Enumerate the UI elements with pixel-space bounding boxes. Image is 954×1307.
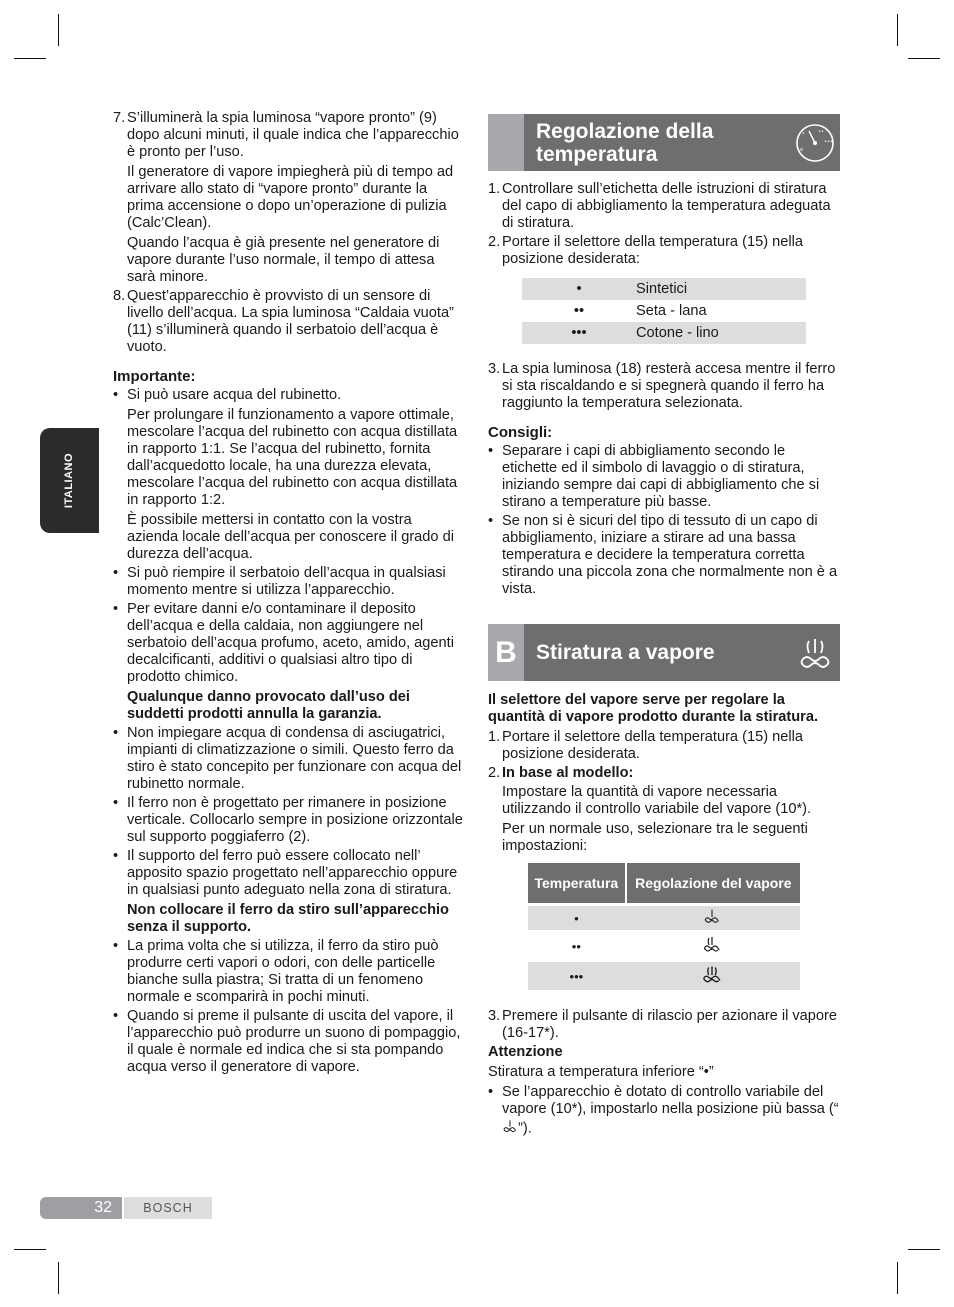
bullet: • — [113, 848, 119, 864]
fabric-label: Cotone - lino — [636, 322, 806, 344]
paragraph: Per un normale uso, selezionare tra le seguenti impostazioni: — [502, 821, 808, 854]
fabric-label: Sintetici — [636, 278, 806, 300]
list-item-body — [127, 601, 465, 723]
list-item — [113, 565, 465, 599]
steam-level-1-icon — [703, 907, 721, 929]
right-column — [488, 114, 840, 1141]
temperature-symbol: • — [522, 278, 636, 300]
temperature-dial-icon — [790, 118, 840, 168]
crop-mark — [908, 58, 940, 59]
paragraph: È possibile mettersi in contatto con la vostra azienda locale dell’acqua per conoscere il grado di durezza dell’acqua. — [127, 512, 454, 562]
list-item: • Se l’apparecchio è dotato di controllo variabile del vapore (10*), impostarlo nella posizione più bassa (“”). — [488, 1084, 840, 1139]
paragraph: Si può usare acqua del rubinetto. — [127, 387, 342, 403]
list-item — [113, 795, 465, 846]
crop-mark — [897, 1262, 898, 1294]
list-item — [113, 1008, 465, 1076]
steam-level-cell — [625, 903, 800, 930]
table-row — [528, 903, 800, 930]
list-item — [113, 725, 465, 793]
numbered-item — [113, 288, 465, 356]
numbered-item — [488, 361, 840, 412]
list-item-body — [127, 725, 465, 793]
paragraph: Quando si preme il pulsante di uscita del vapore, il l’apparecchio può produrre un suono di pompaggio, il quale è normale ed indica che si sta pompando acqua verso il generatore di vapore. — [127, 1008, 461, 1075]
list-item — [113, 848, 465, 936]
list-item — [113, 387, 465, 563]
temperature-symbol: ••• — [528, 959, 625, 990]
paragraph: Se non si è sicuri del tipo di tessuto di un capo di abbigliamento, iniziare a stirare ad una bassa temperatura e decidere la temperatura corretta stirando una piccola zona che normalmente non è a vista. — [502, 513, 838, 597]
table-row — [522, 322, 806, 344]
steam-level-1-icon — [502, 1118, 518, 1139]
step-text: La spia luminosa (18) resterà accesa mentre il ferro si sta riscaldando e si spegnerà quando il ferro ha raggiunto la temperatura selezionata. — [502, 361, 836, 411]
bullet: • — [113, 601, 119, 617]
paragraph: Quando l’acqua è già presente nel generatore di vapore durante l’uso normale, il tempo di attesa sarà minore. — [127, 235, 440, 285]
steam-level-cell — [625, 930, 800, 959]
section-tab — [488, 114, 524, 171]
temperature-symbol: •• — [528, 930, 625, 959]
table-row — [528, 959, 800, 990]
bullet: • — [113, 938, 119, 954]
attenzione-text: Stiratura a temperatura inferiore “•” — [488, 1064, 714, 1080]
numbered-item — [488, 181, 840, 232]
step-number: 7. — [113, 110, 126, 126]
svg-text:••: •• — [818, 128, 824, 135]
list-item — [113, 601, 465, 723]
paragraph: La prima volta che si utilizza, il ferro da stiro può produrre certi vapori o odori, con delle particelle bianche sulla piastra; Si tratta di un fenomeno normale e scomparirà in pochi minuti. — [127, 938, 439, 1005]
numbered-item — [488, 234, 840, 268]
section-title: Stiratura a vapore — [536, 641, 715, 664]
step-text: Portare il selettore della temperatura (15) nella posizione desiderata: — [502, 234, 803, 267]
numbered-steps — [113, 110, 465, 356]
paragraph: Non impiegare acqua di condensa di asciugatrici, impianti di climatizzazione o simili. Questo ferro da stiro è stato concepito per funzionare con acqua del rubinetto normale. — [127, 725, 462, 792]
list-item-body — [127, 1008, 465, 1076]
bullet: • — [113, 565, 119, 581]
list-item-body — [127, 848, 465, 936]
step-number: 8. — [113, 288, 126, 304]
crop-mark — [58, 1262, 59, 1294]
temperature-table — [522, 278, 806, 344]
temperature-steps-b — [488, 361, 840, 412]
crop-mark — [908, 1249, 940, 1250]
list-item-body — [502, 513, 840, 598]
table-header-row — [528, 863, 800, 903]
temperature-steps — [488, 181, 840, 268]
bullet: • — [488, 443, 494, 459]
step-body — [127, 110, 465, 286]
paragraph: S’illuminerà la spia luminosa “vapore pronto” (9) dopo alcuni minuti, il quale indica che l’apparecchio è pronto per l’uso. — [127, 110, 459, 160]
step-text: Controllare sull’etichetta delle istruzioni di stiratura del capo di abbigliamento la temperatura adeguata di stiratura. — [502, 181, 831, 231]
paragraph: Per prolungare il funzionamento a vapore ottimale, mescolare l’acqua del rubinetto con acqua distillata in rapporto 1:1. Se l’acqua del rubinetto, fornita dall’acquedotto locale, ha una durezza elevata, mescolare l’acqua del rubinetto con acqua distillata in rapporto 1:2. — [127, 407, 458, 508]
importante-heading: Importante: — [113, 368, 196, 385]
svg-text:•••: ••• — [824, 138, 833, 145]
paragraph: Quest’apparecchio è provvisto di un sensore di livello dell’acqua. La spia luminosa “Caldaia vuota” (11) s’illuminerà quando il serbatoio dell’acqua è vuoto. — [127, 288, 454, 355]
steam-intro: Il selettore del vapore serve per regolare la quantità di vapore prodotto durante la stiratura. — [488, 692, 819, 725]
step-body — [127, 288, 465, 356]
left-column — [113, 110, 465, 1078]
list-item-body — [127, 795, 465, 846]
steam-table — [528, 863, 800, 990]
steam-level-cell — [625, 959, 800, 990]
table-row — [522, 300, 806, 322]
step-number: 2. — [488, 234, 501, 250]
paragraph: Separare i capi di abbigliamento secondo le etichette ed il simbolo di lavaggio o di stiratura, iniziando sempre dai capi di abbigliamento che si stirano a temperature più basse. — [502, 443, 820, 510]
bullet: • — [113, 725, 119, 741]
step-number: 1. — [488, 181, 501, 197]
list-item-body — [127, 565, 465, 599]
svg-text:o: o — [800, 146, 804, 153]
crop-mark — [14, 58, 46, 59]
warning-text: Qualunque danno provocato dall’uso dei suddetti prodotti annulla la garanzia. — [127, 689, 410, 722]
svg-text:•: • — [802, 130, 805, 137]
column-header: Regolazione del vapore — [625, 863, 800, 903]
list-item-body — [502, 443, 840, 511]
fabric-label: Seta - lana — [636, 302, 707, 319]
list-item — [488, 443, 840, 511]
temperature-symbol: • — [528, 903, 625, 930]
list-item-body — [127, 938, 465, 1006]
bullet: • — [488, 513, 494, 529]
section-header-vapore — [488, 624, 840, 681]
paragraph: Si può riempire il serbatoio dell’acqua in qualsiasi momento mentre si utilizza l’apparecchio. — [127, 565, 446, 598]
steam-step-3: 3. Premere il pulsante di rilascio per azionare il vapore (16-17*). — [488, 1008, 838, 1041]
consigli-heading: Consigli: — [488, 424, 553, 441]
table-row — [522, 278, 806, 300]
temperature-symbol: ••• — [522, 322, 636, 344]
warning-text: Non collocare il ferro da stiro sull’apparecchio senza il supporto. — [127, 902, 449, 935]
numbered-item — [113, 110, 465, 286]
section-letter: B — [488, 624, 524, 681]
attenzione-list — [488, 1084, 840, 1139]
bullet: • — [113, 1008, 119, 1024]
temperature-symbol: •• — [573, 302, 585, 319]
page-footer — [40, 1197, 212, 1219]
steam-step-2: 2. In base al modello: — [488, 765, 634, 781]
paragraph: Impostare la quantità di vapore necessaria utilizzando il controllo variabile del vapore (10*). — [502, 784, 812, 817]
column-header: Temperatura — [528, 863, 625, 903]
brand-label: BOSCH — [124, 1197, 212, 1219]
paragraph: Il supporto del ferro può essere collocato nell’ apposito spazio progettato nell’apparecchio oppure in qualsiasi punto adeguato nella zona di stiratura. — [127, 848, 458, 898]
consigli-list — [488, 443, 840, 598]
steam-level-2-icon — [702, 934, 722, 958]
bullet: • — [113, 795, 119, 811]
bullet: • — [113, 387, 119, 403]
attenzione-heading: Attenzione — [488, 1044, 563, 1060]
steam-level-3-icon — [701, 963, 723, 989]
crop-mark — [897, 14, 898, 46]
steam-step-2-body — [488, 784, 840, 855]
step-number: 3. — [488, 361, 501, 377]
steam-icon — [790, 628, 840, 678]
page-number: 32 — [40, 1197, 122, 1219]
importante-list — [113, 387, 465, 1076]
section-title: Regolazione della temperatura — [536, 119, 714, 166]
paragraph: Il ferro non è progettato per rimanere in posizione verticale. Collocarlo sempre in posizione orizzontale sul supporto poggiaferro (2). — [127, 795, 463, 845]
steam-step-1: 1. Portare il selettore della temperatura (15) nella posizione desiderata. — [488, 729, 803, 762]
list-item — [488, 513, 840, 598]
language-tab-label: ITALIANO — [63, 452, 75, 509]
list-item-body — [127, 387, 465, 563]
table-row — [528, 930, 800, 959]
paragraph: Il generatore di vapore impiegherà più di tempo ad arrivare allo stato di “vapore pronto” durante la prima accensione o dopo un’operazione di pulizia (Calc’Clean). — [127, 164, 454, 231]
crop-mark — [14, 1249, 46, 1250]
language-tab — [40, 428, 99, 533]
paragraph: Per evitare danni e/o contaminare il deposito dell’acqua e della caldaia, non aggiungere nel serbatoio dell’acqua profumo, aceto, amido, agenti decalcificanti, additivi o qualsiasi altro tipo di prodotto chimico. — [127, 601, 454, 685]
list-item — [113, 938, 465, 1006]
crop-mark — [58, 14, 59, 46]
section-header-temperatura — [488, 114, 840, 171]
